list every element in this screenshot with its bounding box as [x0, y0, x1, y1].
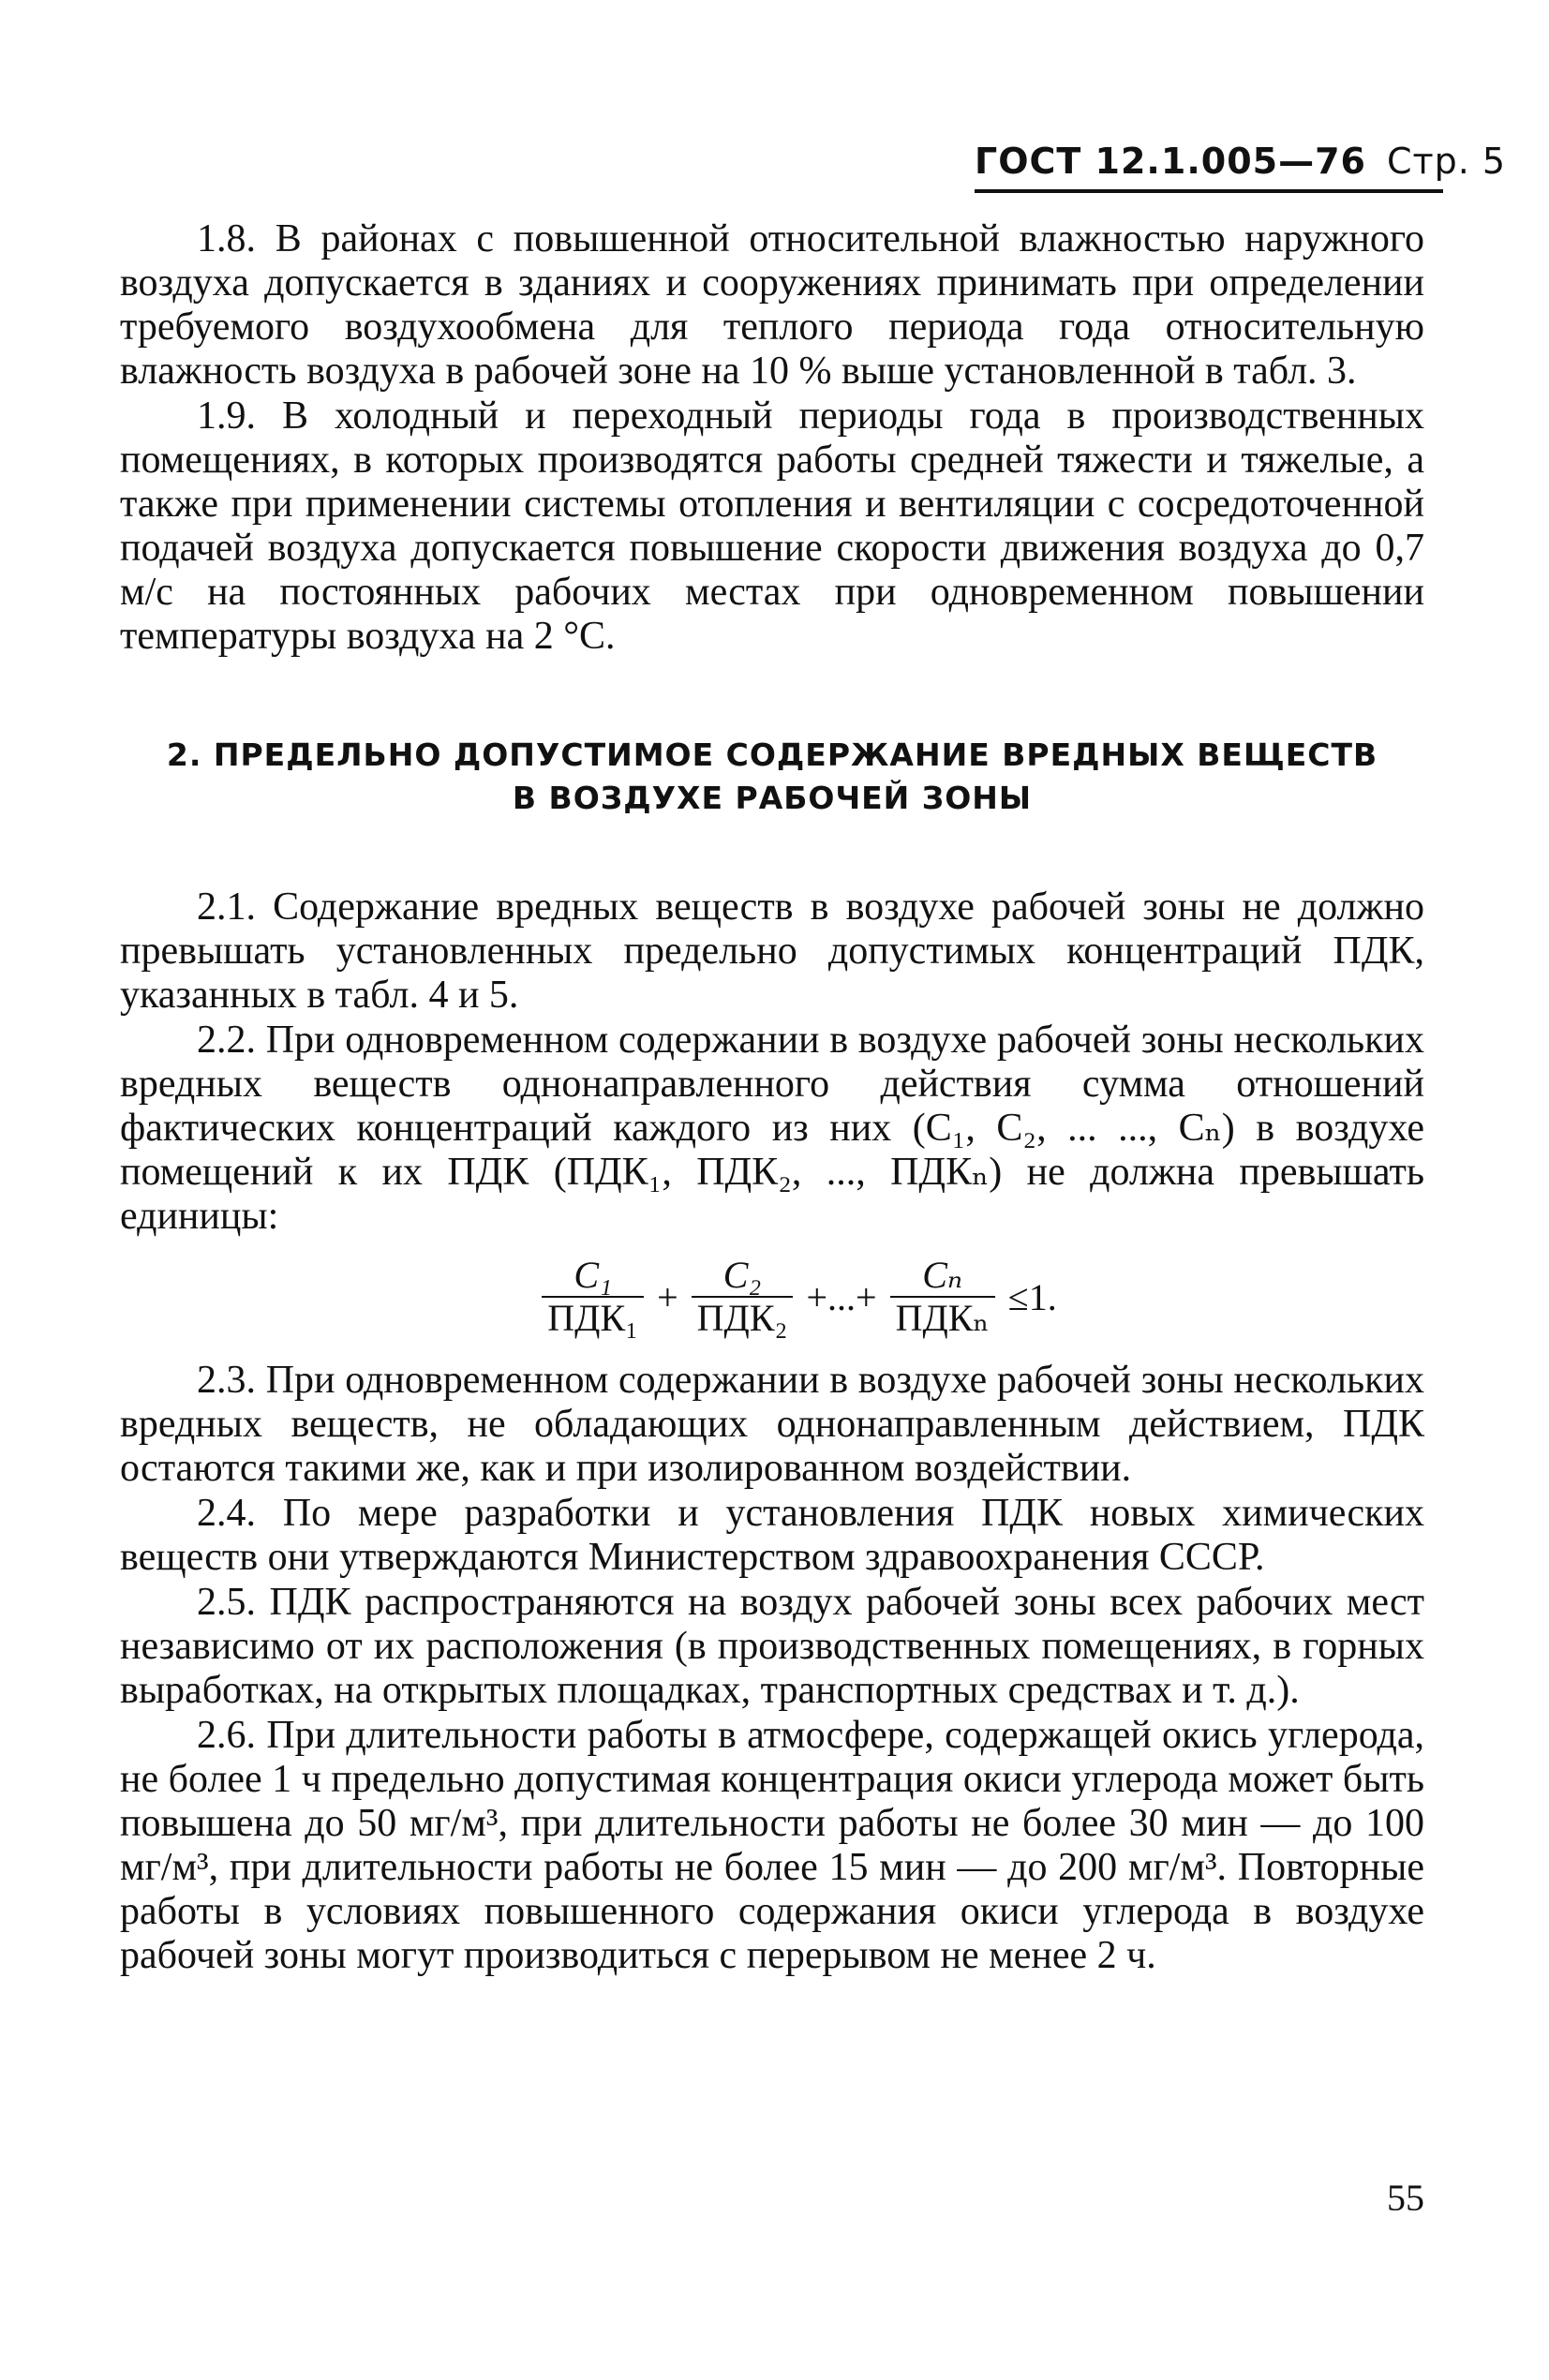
paragraph-2-2: 2.2. При одновременном содержании в воздухе рабочей зоны нескольких вредных веществ однонаправленного действия сумма отношений фактических концентраций каждого из них (C₁, C₂, ... ..., Cₙ) в воздухе помещений к их ПДК (ПДК₁, ПДК₂, ..., ПДКₙ) не должна превышать единицы:: [120, 1019, 1424, 1238]
paragraph-2-3: 2.3. При одновременном содержании в воздухе рабочей зоны нескольких вредных веществ, не обладающих однонаправленным действием, ПДК остаются такими же, как и при изолированном воздействии.: [120, 1359, 1424, 1490]
header-page-label: Стр. 5: [1386, 141, 1507, 182]
fraction-n-denominator: ПДКₙ: [890, 1296, 995, 1339]
fraction-n: [890, 1255, 995, 1339]
fraction-1: [542, 1255, 644, 1339]
sum-formula: [176, 1250, 1424, 1344]
fraction-2-numerator: C₂: [722, 1254, 762, 1296]
paragraph-2-4: 2.4. По мере разработки и установления ПДК новых химических веществ они утверждаются Министерством здравоохранения СССР.: [120, 1492, 1424, 1579]
plus-operator: +: [657, 1275, 678, 1318]
section-title-line-1: 2. ПРЕДЕЛЬНО ДОПУСТИМОЕ СОДЕРЖАНИЕ ВРЕДНЫХ ВЕЩЕСТВ: [166, 736, 1378, 773]
fraction-1-numerator: C₁: [573, 1254, 612, 1296]
paragraph-1-8: 1.8. В районах с повышенной относительной влажностью наружного воздуха допускается в зданиях и сооружениях принимать при определении требуемого воздухообмена для теплого периода года относительную влажность воздуха в рабочей зоне на 10 % выше установленной в табл. 3.: [120, 217, 1424, 393]
fraction-2: [692, 1255, 794, 1339]
paragraph-2-5: 2.5. ПДК распространяются на воздух рабочей зоны всех рабочих мест независимо от их расположения (в производственных помещениях, в горных выработках, на открытых площадках, транспортных средствах и т. д.).: [120, 1581, 1424, 1712]
standard-code: ГОСТ 12.1.005—76: [975, 141, 1366, 182]
section-title-line-2: В ВОЗДУХЕ РАБОЧЕЙ ЗОНЫ: [512, 780, 1033, 816]
paragraph-2-6: 2.6. При длительности работы в атмосфере, содержащей окись углерода, не более 1 ч предельно допустимая концентрация окиси углерода может быть повышена до 50 мг/м³, при длительности работы не более 30 мин — до 100 мг/м³, при длительности работы не более 15 мин — до 200 мг/м³. Повторные работы в условиях повышенного содержания окиси углерода в воздухе рабочей зоны могут производиться с перерывом не менее 2 ч.: [120, 1714, 1424, 1977]
paragraph-2-1: 2.1. Содержание вредных веществ в воздухе рабочей зоны не должно превышать установленных предельно допустимых концентраций ПДК, указанных в табл. 4 и 5.: [120, 885, 1424, 1017]
page-number: 55: [1387, 2177, 1424, 2219]
inequality-tail: ≤1.: [1007, 1275, 1057, 1318]
fraction-2-denominator: ПДК₂: [692, 1296, 794, 1339]
ellipsis-operator: +...+: [806, 1275, 877, 1318]
fraction-n-numerator: Cₙ: [922, 1254, 963, 1296]
section-heading: [120, 734, 1424, 820]
paragraph-1-9: 1.9. В холодный и переходный периоды года в производственных помещениях, в которых производятся работы средней тяжести и тяжелые, а также при применении системы отопления и вентиляции с сосредоточенной подачей воздуха допускается повышение скорости движения воздуха до 0,7 м/с на постоянных рабочих местах при одновременном повышении температуры воздуха на 2 °С.: [120, 394, 1424, 658]
fraction-1-denominator: ПДК₁: [542, 1296, 644, 1339]
page-body: [120, 217, 1424, 1979]
running-header: [975, 141, 1507, 193]
